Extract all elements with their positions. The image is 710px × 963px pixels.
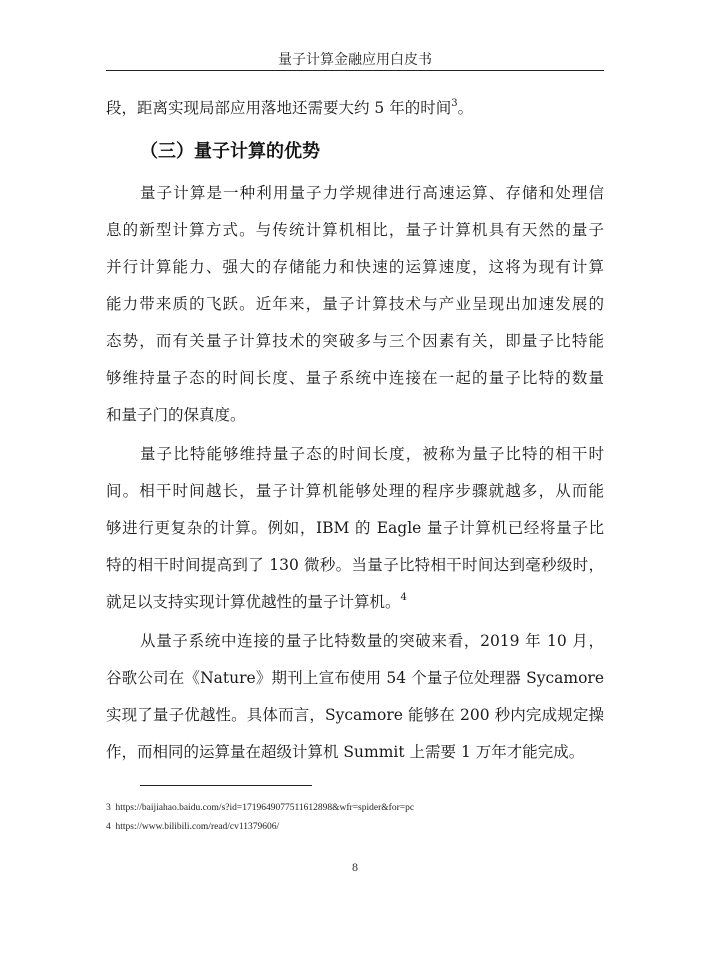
paragraph-line: 息的新型计算方式。与传统计算机相比，量子计算机具有天然的量子 xyxy=(106,221,604,239)
footnote-rule xyxy=(140,785,312,786)
footnote-link[interactable]: https://www.bilibili.com/read/cv11379606/ xyxy=(115,822,280,832)
paragraph-line: 能力带来质的飞跃。近年来，量子计算技术与产业呈现出加速发展的 xyxy=(106,295,604,313)
paragraph-line: 量子比特能够维持量子态的时间长度，被称为量子比特的相干时 xyxy=(140,445,604,463)
paragraph-line: 间。相干时间越长，量子计算机能够处理的程序步骤就越多，从而能 xyxy=(106,482,604,500)
paragraph-line: 量子计算是一种利用量子力学规律进行高速运算、存储和处理信 xyxy=(140,184,604,202)
footnote-link[interactable]: https://baijiahao.baidu.com/s?id=1719649077511612898&wfr=spider&for=pc xyxy=(115,803,415,813)
paragraph-line: 态势，而有关量子计算技术的突破多与三个因素有关，即量子比特能 xyxy=(106,332,604,350)
paragraph-line: 就足以支持实现计算优越性的量子计算机。$^4$ xyxy=(106,591,407,611)
header-rule xyxy=(106,70,604,71)
continued-line: 段，距离实现局部应用落地还需要大约 5 年的时间$^3$。 xyxy=(106,97,474,117)
paragraph-line: 并行计算能力、强大的存储能力和快速的运算速度，这将为现有计算 xyxy=(106,258,604,276)
footnote: 4 https://www.bilibili.com/read/cv11379606/ xyxy=(106,822,280,832)
paragraph-line: 特的相干时间提高到了 130 微秒。当量子比特相干时间达到毫秒级时， xyxy=(106,556,604,574)
footnote-ref-3[interactable]: 3 xyxy=(451,97,458,109)
section-heading: （三）量子计算的优势 xyxy=(140,141,320,162)
page-number: 8 xyxy=(352,860,358,874)
footnote: 3 https://baijiahao.baidu.com/s?id=1719649077511612898&wfr=spider&for=pc xyxy=(106,803,415,813)
paragraph-line: 实现了量子优越性。具体而言，Sycamore 能够在 200 秒内完成规定操 xyxy=(106,706,604,724)
footnote-ref-4[interactable]: 4 xyxy=(400,591,407,603)
paragraph-line: 从量子系统中连接的量子比特数量的突破来看，2019 年 10 月， xyxy=(140,632,604,650)
paragraph-line: 作，而相同的运算量在超级计算机 Summit 上需要 1 万年才能完成。 xyxy=(106,743,585,761)
running-header: 量子计算金融应用白皮书 xyxy=(278,52,432,68)
paragraph-line: 够进行更复杂的计算。例如，IBM 的 Eagle 量子计算机已经将量子比 xyxy=(106,519,604,537)
paragraph-line: 够维持量子态的时间长度、量子系统中连接在一起的量子比特的数量 xyxy=(106,369,604,387)
paragraph-line: 谷歌公司在《Nature》期刊上宣布使用 54 个量子位处理器 Sycamore xyxy=(106,669,604,687)
paragraph-line: 和量子门的保真度。 xyxy=(106,406,246,424)
